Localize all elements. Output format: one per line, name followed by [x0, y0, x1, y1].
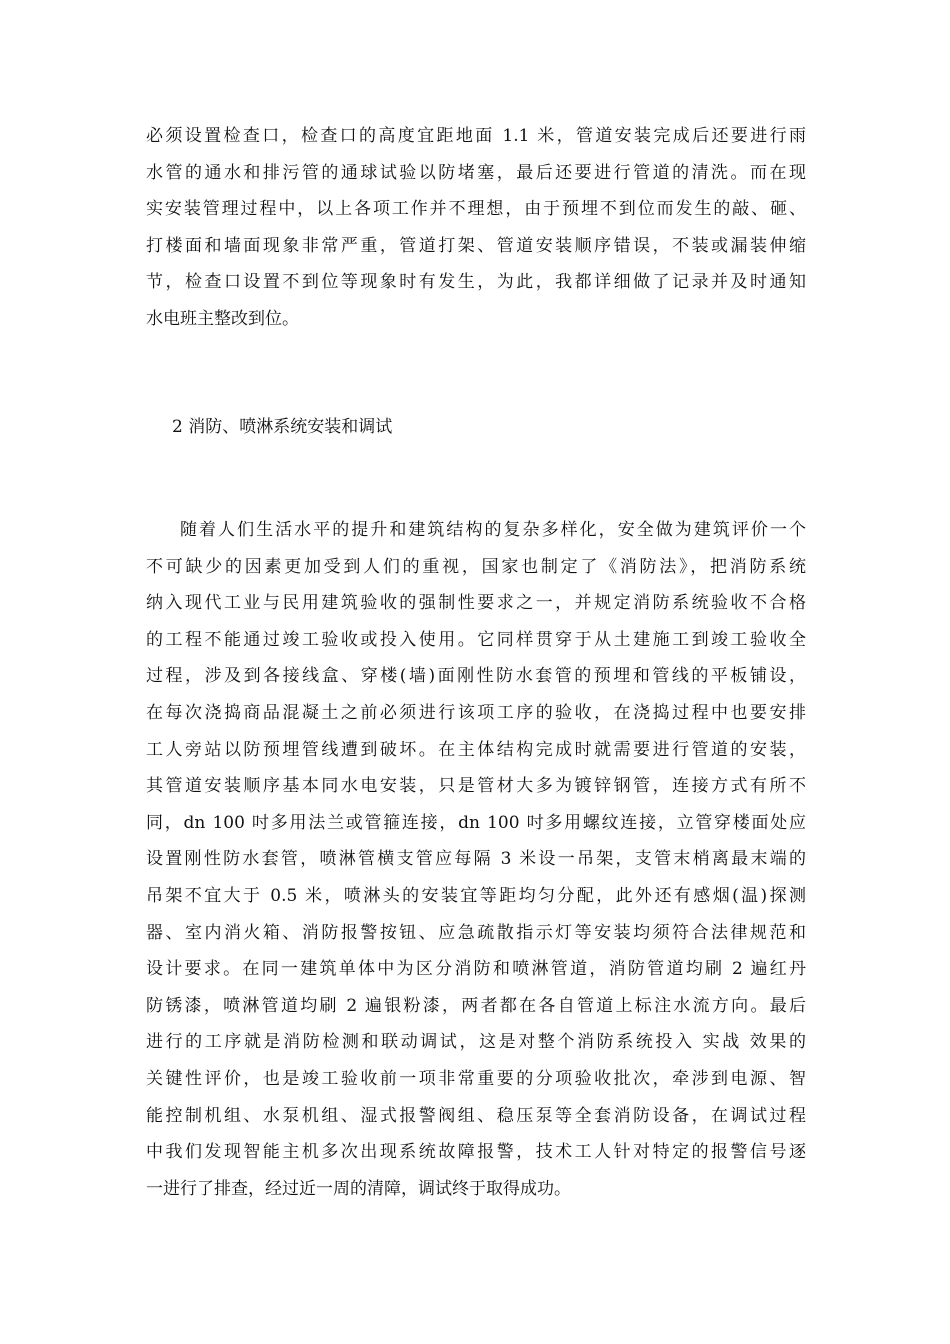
paragraph-line: 进行的工序就是消防检测和联动调试，这是对整个消防系统投入 实战 效果的 — [146, 1032, 806, 1053]
paragraph-line: 设计要求。在同一建筑单体中为区分消防和喷淋管道，消防管道均刷 2 遍红丹 — [146, 959, 806, 980]
paragraph-line: 不可缺少的因素更加受到人们的重视，国家也制定了《消防法》，把消防系统 — [146, 556, 806, 577]
paragraph-line: 水管的通水和排污管的通球试验以防堵塞，最后还要进行管道的清洗。而在现 — [146, 162, 806, 183]
paragraph-fire-sprinkler-system — [146, 512, 806, 1207]
paragraph-line: 工人旁站以防预埋管线遭到破坏。在主体结构完成时就需要进行管道的安装， — [146, 739, 806, 760]
paragraph-line: 其管道安装顺序基本同水电安装，只是管材大多为镀锌钢管，连接方式有所不 — [146, 776, 806, 797]
paragraph-line: 必须设置检查口，检查口的高度宜距地面 1.1 米，管道安装完成后还要进行雨 — [146, 126, 806, 146]
paragraph-line: 吊架不宜大于 0.5 米，喷淋头的安装宜等距均匀分配，此外还有感烟(温)探测 — [146, 885, 806, 906]
paragraph-line: 能控制机组、水泵机组、湿式报警阀组、稳压泵等全套消防设备，在调试过程 — [146, 1105, 806, 1126]
paragraph-line: 节，检查口设置不到位等现象时有发生，为此，我都详细做了记录并及时通知 — [146, 272, 806, 293]
paragraph-line: 打楼面和墙面现象非常严重，管道打架、管道安装顺序错误，不装或漏装伸缩 — [146, 235, 806, 256]
paragraph-line: 实安装管理过程中，以上各项工作并不理想，由于预埋不到位而发生的敲、砸、 — [146, 199, 806, 220]
paragraph-line: 的工程不能通过竣工验收或投入使用。它同样贯穿于从土建施工到竣工验收全 — [146, 629, 806, 650]
paragraph-line: 水电班主整改到位。 — [146, 308, 299, 329]
paragraph-line: 纳入现代工业与民用建筑验收的强制性要求之一，并规定消防系统验收不合格 — [146, 593, 806, 614]
paragraph-line: 中我们发现智能主机多次出现系统故障报警，技术工人针对特定的报警信号逐 — [146, 1142, 806, 1163]
paragraph-line: 一进行了排查，经过近一周的清障，调试终于取得成功。 — [146, 1178, 571, 1199]
paragraph-line: 设置刚性防水套管，喷淋管横支管应每隔 3 米设一吊架，支管末梢离最末端的 — [146, 849, 806, 870]
paragraph-line: 在每次浇捣商品混凝土之前必须进行该项工序的验收，在浇捣过程中也要安排 — [146, 702, 806, 723]
paragraph-line: 关键性评价，也是竣工验收前一项非常重要的分项验收批次，牵涉到电源、智 — [146, 1068, 806, 1089]
paragraph-drainage-inspection — [146, 118, 806, 338]
section-heading: 2 消防、喷淋系统安装和调试 — [172, 417, 393, 437]
paragraph-line: 过程，涉及到各接线盒、穿楼(墙)面刚性防水套管的预埋和管线的平板铺设， — [146, 666, 806, 687]
paragraph-line: 同，dn 100 吋多用法兰或管箍连接，dn 100 吋多用螺纹连接，立管穿楼面处应 — [146, 812, 806, 833]
paragraph-line: 防锈漆，喷淋管道均刷 2 遍银粉漆，两者都在各自管道上标注水流方向。最后 — [146, 995, 806, 1016]
paragraph-line: 器、室内消火箱、消防报警按钮、应急疏散指示灯等安装均须符合法律规范和 — [146, 922, 806, 943]
paragraph-line: 随着人们生活水平的提升和建筑结构的复杂多样化，安全做为建筑评价一个 — [180, 520, 806, 540]
